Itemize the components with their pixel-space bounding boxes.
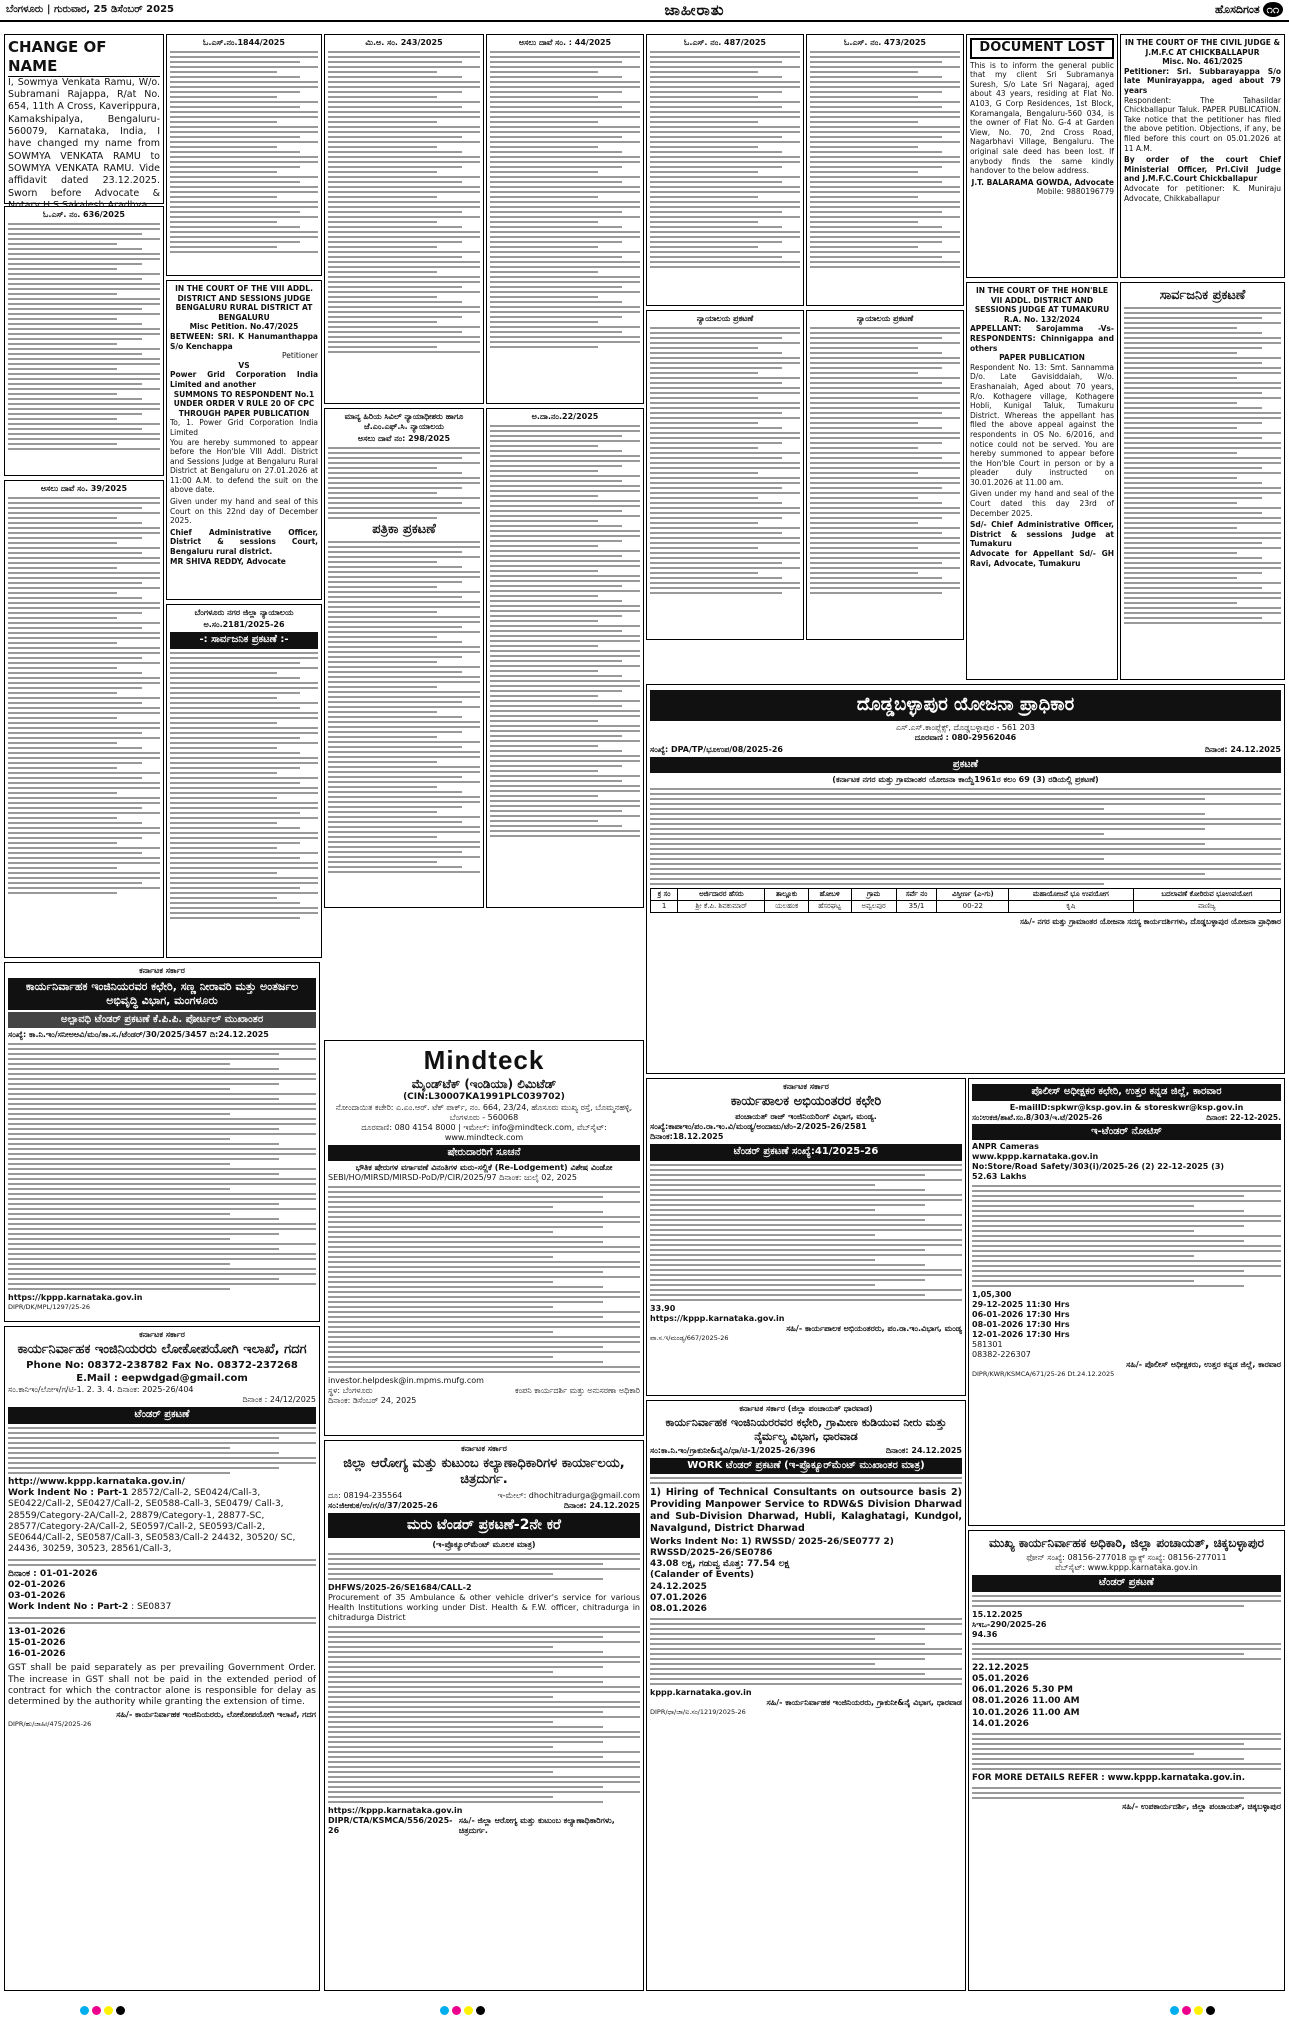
dipr-number: DIPR/KWR/KSMCA/671/25-26 Dt.24.12.2025 [972, 1370, 1115, 1379]
mindteck-ad [324, 1040, 644, 1436]
cell: ಅವ್ವಲಪುರ [851, 900, 896, 912]
notice-text [650, 51, 800, 268]
table-row [651, 900, 1281, 912]
tender-url[interactable]: http://www.kppp.karnataka.gov.in/ [8, 1476, 185, 1487]
work-indent-label: Work Indent No : Part-1 [8, 1488, 129, 1498]
notice-body: Respondent: The Tahasildar Chickballapur Taluk. PAPER PUBLICATION. Take notice that the petitioner has filed the above petition. Objections, if any, be filed before this court on 05.01.2026 at 11 A.M. [1124, 95, 1281, 153]
company-name: ಮೈಂಡ್‌ಟೆಕ್ (ಇಂಡಿಯಾ) ಲಿಮಿಟೆಡ್ [411, 1076, 557, 1091]
petitioner: Petitioner: Sri. Subbarayappa S/o late Munirayappa, aged about 79 years [1124, 66, 1281, 95]
date-1: 24.12.2025 [650, 1581, 707, 1592]
tender-band: ಟೆಂಡರ್ ಪ್ರಕಟಣೆ [8, 1407, 316, 1424]
notice-text [490, 51, 640, 348]
tender-subtitle: (ಇ-ಪ್ರೊಕ್ಯೂರ್‌ಮೆಂಟ್ ಮೂಲಕ ಮಾತ್ರ) [432, 1540, 536, 1549]
company-address: ನೋಂದಾಯಿತ ಕಚೇರಿ: ಎ.ಎಂ.ಆರ್. ಟೆಕ್ ಪಾರ್ಕ್, ನಂ. 664, 23/24, ಹೊಸೂರು ಮುಖ್ಯ ರಸ್ತೆ, ಬೊಮ್ಮನಹಳ್ಳಿ, ಬೆಂಗಳೂರು - 560068 [335, 1102, 633, 1122]
case-number: ಅಸಲು ದಾವೆ ನಂ: 298/2025 [357, 434, 451, 443]
reference-date: ದಿನಾಂಕ:18.12.2025 [650, 1132, 724, 1142]
signer: ಕಂಪನಿ ಕಾರ್ಯದರ್ಶಿ ಮತ್ತು ಅನುಸರಣಾ ಅಧಿಕಾರಿ [515, 1386, 640, 1396]
tender-band: ಮರು ಟೆಂಡರ್ ಪ್ರಕಟಣೆ-2ನೇ ಕರೆ [328, 1513, 640, 1539]
tender-amount: 43.08 ಲಕ್ಷ, ಗಡುವ್ವ ಮೊತ್ತ: 77.54 ಲಕ್ಷ [650, 1559, 790, 1569]
case-number: ಓ.ಎಸ್. ನಂ. 636/2025 [43, 210, 125, 219]
masthead-title: ಜಾಹೀರಾತು [664, 0, 725, 19]
between: BETWEEN: SRI. K Hanumanthappa S/o Kenchappa [170, 331, 318, 351]
company-cin: (CIN:L30007KA1991PLC039702) [403, 1091, 565, 1102]
registration-marks-center [440, 2006, 485, 2015]
parties: APPELLANT: Sarojamma -Vs- RESPONDENTS: Chinnigappa and others [970, 324, 1114, 353]
tender-url[interactable]: https://kppp.karnataka.gov.in [328, 1806, 463, 1815]
court-title: IN THE COURT OF THE HON'BLE VII ADDL. DISTRICT AND SESSIONS JUDGE AT TUMAKURU [974, 286, 1110, 315]
date-5: 10.01.2026 11.00 AM [972, 1707, 1080, 1718]
work-indent-label: Work Indent No : Part-2 [8, 1602, 129, 1613]
notice-body: Respondent No. 13: Smt. Sannamma D/o. Late Gavisiddaiah, W/o. Erashanaiah, Aged about 70 years, R/o. Kothagere village, Kothagere Hobli, Kunigal Taluk, Tumakuru District. Whereas the appellant has filed the above appeal against the respondents in OS No. 6/2016, and notice could not be served. You are hereby summoned to appear before the Hon'ble Court in person or by a pleader duly instructed on 30.01.2026 at 11.00 am. [970, 362, 1114, 487]
versus: VS [238, 360, 250, 370]
office-subtitle: ಪಂಚಾಯತ್ ರಾಜ್ ಇಂಜಿನಿಯರಿಂಗ್ ವಿಭಾಗ, ಮಂಡ್ಯ. [735, 1112, 877, 1122]
court-notice-44 [486, 34, 644, 404]
date-3: 08.01.2026 [650, 1604, 707, 1614]
dipr-number: DIPR/DK/MPL/1297/25-26 [8, 1303, 90, 1311]
work-indent-part1 [8, 1488, 316, 1556]
tender-url[interactable]: https://kppp.karnataka.gov.in [8, 1293, 143, 1302]
notice-band: ಷೇರುದಾರರಿಗೆ ಸೂಚನೆ [328, 1145, 640, 1162]
case-number: ಓ.ಎಸ್. ನಂ. 487/2025 [684, 38, 766, 47]
notice-text [650, 1477, 962, 1484]
cell: 1 [651, 900, 678, 912]
officer: Sd/- Chief Administrative Officer, District & sessions Judge at Tumakuru [970, 520, 1114, 549]
public-notice-heading: ಸಾರ್ವಜನಿಕ ಪ್ರಕಟಣೆ [1159, 288, 1246, 303]
change-of-name-body: I, Sowmya Venkata Ramu, W/o. Subramani Rajappa, R/at No. 654, 11th A Cross, Kaverippura, Kamakshipalya, Bengaluru-560079, Karnataka, India, I have changed my name from SOWMYA VENKATA RAMU to SOWMYA VENKATA RAMU. Vide affidavit dated 23.12.2025. Sworn before Advocate & [8, 76, 160, 199]
authority-address: ಎಸ್.ಎಸ್.ಕಾಂಪ್ಲೆಕ್ಸ್, ದೊಡ್ಡಬಳ್ಳಾಪುರ - 561 203 [896, 722, 1035, 732]
authority-title: ದೊಡ್ಡಬಳ್ಳಾಪುರ ಯೋಜನಾ ಪ್ರಾಧಿಕಾರ [650, 690, 1281, 721]
government-label: ಕರ್ನಾಟಕ ಸರ್ಕಾರ (ಜಿಲ್ಲಾ ಪಂಚಾಯತ್ ಧಾರವಾಡ) [739, 1404, 873, 1413]
office-title: ಮುಖ್ಯ ಕಾರ್ಯನಿರ್ವಾಹಕ ಅಧಿಕಾರಿ, ಜಿಲ್ಲಾ ಪಂಚಾಯತ್, ಚಿಕ್ಕಬಳ್ಳಾಪುರ [989, 1536, 1264, 1550]
helpdesk-email[interactable]: investor.helpdesk@in.mpms.mufg.com [328, 1376, 484, 1386]
mandya-tender-ad [646, 1078, 966, 1396]
notice-text [328, 541, 480, 873]
col-header: ಸರ್ವೆ ನಂ [896, 889, 937, 901]
cameras: ANPR Cameras [972, 1142, 1039, 1152]
court-notice-243 [324, 34, 484, 404]
court-name: ಬೆಂಗಳೂರು ನಗರ ಜಿಲ್ಲಾ ನ್ಯಾಯಾಲಯ [194, 608, 294, 617]
reference-number: ಸಂಖ್ಯೆ: DPA/TP/ಭೂಉಪ/08/2025-26 [650, 744, 783, 754]
gst-note: GST shall be paid separately as per prevailing Government Order. The increase in GST shall not be paid in the extended period of contract for which the contractor alone is responsible for delay as determined by the authority while granting the extension of time. [8, 1663, 316, 1707]
cell: 35/1 [896, 900, 937, 912]
office-title: ಜಿಲ್ಲಾ ಆರೋಗ್ಯ ಮತ್ತು ಕುಟುಂಬ ಕಲ್ಯಾಣಾಧಿಕಾರಿಗಳ ಕಾರ್ಯಾಲಯ, ಚಿತ್ರದುರ್ಗ. [343, 1456, 625, 1488]
tender-band: ಅಲ್ಪಾವಧಿ ಟೆಂಡರ್ ಪ್ರಕಟಣೆ ಕೆ.ಪಿ.ಪಿ. ಪೋರ್ಟಲ್ ಮುಖಾಂತರ [8, 1012, 316, 1029]
dipr-number: DIPR/ಧಾ/ಜಾ/ಐ.ಸಂ/1219/2025-26 [650, 1708, 746, 1717]
closing: By order of the court Chief Ministerial Officer, Prl.Civil Judge and J.M.F.C.Court Chickballapur [1124, 155, 1281, 184]
notice-text [8, 1427, 316, 1474]
court-notice-1844 [166, 34, 322, 276]
case-number: ಅ.ಸಂ.2181/2025-26 [203, 620, 285, 629]
notice-text [650, 788, 1281, 885]
notice-text [972, 1595, 1281, 1607]
cell: ಕೃಷಿ [1009, 900, 1133, 912]
signature: ಸಹಿ/- ಕಾರ್ಯಪಾಲಕ ಅಭಿಯಂತರರು, ಪಂ.ರಾ.ಇಂ.ವಿಭಾಗ, ಮಂಡ್ಯ [786, 1323, 962, 1333]
col-header: ಕ್ರ ಸಂ [651, 889, 678, 901]
notice-text [328, 447, 480, 519]
land-use-table [650, 888, 1281, 913]
cell: ಶ್ರೀ ಕೆ.ಪಿ. ಶಿವಕುಮಾರ್ [678, 900, 765, 912]
government-label: ಕರ್ನಾಟಕ ಸರ್ಕಾರ [783, 1082, 829, 1091]
cyan-dot [80, 2006, 89, 2015]
notice-text [170, 51, 318, 253]
black-dot [1206, 2006, 1215, 2015]
tender-amount: 52.63 Lakhs [972, 1172, 1027, 1182]
court-notice-487 [646, 34, 804, 306]
calendar-of-events: (Calander of Events) [650, 1570, 755, 1581]
karwar-police-tender-ad [968, 1078, 1285, 1526]
notice-text [972, 1787, 1281, 1799]
notice-text [972, 1733, 1281, 1770]
court-name: ಮಾನ್ಯ ಹಿರಿಯ ಸಿವಿಲ್ ನ್ಯಾಯಾಧೀಶರು ಹಾಗೂ ಜೆ.ಎಂ.ಎಫ್.ಸಿ. ನ್ಯಾಯಾಲಯ [344, 412, 464, 431]
notice-text [8, 223, 160, 450]
mangaluru-tender-ad [4, 962, 320, 1322]
court-notice-636 [4, 206, 164, 476]
notice-text [8, 497, 160, 894]
notice-text [328, 1626, 640, 1803]
case-number: ಮಿ.ಅ. ಸಂ. 243/2025 [365, 38, 443, 47]
signature: ಸಹಿ/- ಪೊಲೀಸ್ ಅಧೀಕ್ಷಕರು, ಉತ್ತರ ಕನ್ನಡ ಜಿಲ್ಲೆ, ಕಾರವಾರ [1126, 1360, 1281, 1370]
phone: 08382-226307 [972, 1350, 1031, 1360]
reference-number: ಸಂ:ಕಾ.ನಿ.ಇಂ/ಗ್ರಾಕುನೀ&ನೈವಿ/ಧಾ/ಟಿ-1/2025-26/396 [650, 1445, 816, 1455]
court-notice-col6 [806, 310, 964, 640]
table-header-row [651, 889, 1281, 901]
date-6: 14.01.2026 [972, 1718, 1029, 1729]
court-notice-2181 [166, 604, 322, 958]
date-1: 29-12-2025 11:30 Hrs [972, 1300, 1070, 1310]
case-number: ಅಸಲು ದಾವೆ ಸಂ. : 44/2025 [518, 38, 612, 47]
publication-title: PAPER PUBLICATION [999, 353, 1085, 363]
date-2: 05.01.2026 [972, 1673, 1029, 1684]
cell: ಹೆಸರಘಟ್ಟ [808, 900, 851, 912]
emd-amount: 1,05,300 [972, 1290, 1012, 1300]
document-lost-ad [966, 34, 1118, 278]
date-3: 06.01.2026 5.30 PM [972, 1685, 1073, 1695]
office-title: ಕಾರ್ಯನಿರ್ವಾಹಕ ಇಂಜಿನಿಯರರವರ ಕಛೇರಿ, ಗ್ರಾಮೀಣ ಕುಡಿಯುವ ನೀರು ಮತ್ತು ನೈರ್ಮಲ್ಯ ವಿಭಾಗ, ಧಾರವಾಡ [665, 1416, 947, 1443]
office-title: ಕಾರ್ಯಪಾಲಕ ಅಭಿಯಂತರರ ಕಛೇರಿ [730, 1094, 882, 1109]
misc-number: Misc. No. 461/2025 [1162, 57, 1243, 67]
summons-to: To, 1. Power Grid Corporation India Limited [170, 418, 318, 437]
registration-marks-left [80, 2006, 125, 2015]
government-label: ಕರ್ನಾಟಕ ಸರ್ಕಾರ [139, 966, 185, 975]
signature: ಸಹಿ/- ಕಾರ್ಯನಿರ್ವಾಹಕ ಇಂಜಿನಿಯರರು, ಲೋಕೋಪಯೋಗಿ ಇಲಾಖೆ, ಗದಗ [116, 1710, 316, 1720]
office-title: ಕಾರ್ಯನಿರ್ವಾಹಕ ಇಂಜಿನಿಯರರು ಲೋಕೋಪಯೋಗಿ ಇಲಾಖೆ, ಗದಗ [17, 1342, 307, 1357]
signature: ಸಹಿ/- ಜಿಲ್ಲಾ ಆರೋಗ್ಯ ಮತ್ತು ಕುಟುಂಬ ಕಲ್ಯಾಣಾಧಿಕಾರಿಗಳು, ಚಿತ್ರದುರ್ಗ. [458, 1816, 615, 1835]
court-name: ನ್ಯಾಯಾಲಯ ಪ್ರಕಟಣೆ [696, 314, 754, 323]
paper-notice-heading: ಪತ್ರಿಕಾ ಪ್ರಕಟಣೆ [372, 522, 436, 537]
petition-number: Misc Petition. No.47/2025 [189, 322, 299, 332]
tender-id: DHFWS/2025-26/SE1684/CALL-2 [328, 1583, 472, 1592]
signature: ಸಹಿ/- ಕಾರ್ಯನಿರ್ವಾಹಕ ಇಂಜಿನಿಯರರು, ಗ್ರಾಕುನೀ&ನೈ ವಿಭಾಗ, ಧಾರವಾಡ [766, 1698, 962, 1708]
advocate: Advocate for Appellant Sd/- GH Ravi, Advocate, Tumakuru [970, 549, 1114, 568]
tumakuru-court-notice [966, 282, 1118, 680]
gadag-pwd-tender-ad [4, 1326, 320, 1991]
tender-description: Procurement of 35 Ambulance & other vehicle driver's service for various Health Institutions working under Dist. Health & F.W. officer, chitradurga in chitradurga District [328, 1593, 640, 1622]
court-notice-298 [324, 408, 484, 908]
office-email[interactable]: E.Mail : eepwdgad@gmail.com [76, 1372, 248, 1384]
yellow-dot [464, 2006, 473, 2015]
government-label: ಕರ್ನಾಟಕ ಸರ್ಕಾರ [139, 1330, 185, 1339]
yellow-dot [104, 2006, 113, 2015]
cyan-dot [1170, 2006, 1179, 2015]
date-4: 08.01.2026 11.00 AM [972, 1696, 1080, 1707]
court-notice-22 [486, 408, 644, 908]
notice-text [810, 327, 960, 594]
government-label: ಕರ್ನಾಟಕ ಸರ್ಕಾರ [461, 1444, 507, 1453]
col-header: ಹೋಬಳಿ [808, 889, 851, 901]
reference-number: ಸಂ:ಉಕಜಿ/ಶಾಖೆ.ಸಂ.8/303/ಇ.ಟೆ/2025-26 [972, 1112, 1103, 1122]
work-indent-values: 28572/Call-2, SE0424/Call-3, SE0422/Call-2, SE0427/Call-2, SE0588-Call-3, SE0479/ Call-3, 28559/Category-2A/Call-2, 28879/Category-1, 28877-SC, 28577/Category-2A/Call-2, SE0597/Call-2, SE0593/Call-2, SE0644/Call-2, SE0587/Call-3, SE0583/Call-2 24432, 30520/ SC, 24436, 30259, 30523, 28561/Call-3, [8, 1488, 296, 1555]
change-of-name-ad [4, 34, 164, 204]
reference-date: 15.12.2025 [972, 1609, 1023, 1619]
tender-amount: 33.90 [650, 1303, 676, 1313]
officer: Chief Administrative Officer, District & sessions Court, Bengaluru rural district. [170, 527, 318, 557]
authority-phone: ದೂರವಾಣಿ : 080-29562046 [914, 732, 1017, 742]
ra-number: R.A. No. 132/2024 [1003, 314, 1081, 324]
notice-text [650, 1618, 962, 1685]
dipr-number: DIPR/CTA/KSMCA/556/2025-26 [328, 1816, 453, 1835]
tender-number: ಸಂಖ್ಯೆ: ಕಾ.ನಿ.ಇಂ/ಸನೀಅಅವಿ/ಮಂ/ತಾ.ಸ./ಟೆಂಡರ್/30/2025/3457 ದಿ:24.12.2025 [8, 1030, 269, 1039]
notice-text [650, 1164, 962, 1301]
document-lost-mobile: Mobile: 9880196779 [1036, 187, 1114, 197]
reference-number: ಸಿಇಒ-290/2025-26 [972, 1619, 1047, 1629]
court-title: IN THE COURT OF THE VIII ADDL. DISTRICT AND SESSIONS JUDGE BENGALURU RURAL DISTRICT AT BENGALURU [175, 284, 313, 322]
reference-date: ದಿನಾಂಕ : 24/12/2025 [242, 1395, 316, 1405]
tender-url[interactable]: https://kppp.karnataka.gov.in [650, 1313, 785, 1323]
summons-closing: Given under my hand and seal of this Court on this 22nd day of December 2025. [170, 497, 318, 526]
magenta-dot [1182, 2006, 1191, 2015]
work-indent-part2 [8, 1602, 316, 1613]
date-4: 13-01-2026 [8, 1626, 66, 1637]
notice-text [170, 652, 318, 919]
pin-code: 581301 [972, 1340, 1003, 1350]
date-5: 15-01-2026 [8, 1637, 66, 1648]
tender-description: 1) Hiring of Technical Consultants on outsource basis 2) Providing Manpower Service to RDW&S Division Dharwad and Sub-Division Dharwad, Hubli, Kalaghatagi, Kundgol, Navalgund, District Dharwad [650, 1487, 962, 1534]
respondent: Power Grid Corporation India Limited and another [170, 370, 318, 389]
date-3: 08-01-2026 17:30 Hrs [972, 1320, 1070, 1330]
tender-number: No:Store/Road Safety/303(i)/2025-26 (2) 22-12-2025 (3) [972, 1162, 1225, 1172]
office-phone: Phone No: 08372-238782 Fax No. 08372-237268 [26, 1360, 298, 1372]
advocate: MR SHIVA REDDY, Advocate [170, 556, 286, 566]
col-header: ಬದಲಾವಣೆ ಕೋರಿರುವ ಭೂಉಪಯೋಗ [1133, 889, 1280, 901]
reference-date: ದಿನಾಂಕ: 24.12.2025 [885, 1445, 962, 1455]
chitradurga-tender-ad [324, 1440, 644, 1991]
notice-text [650, 327, 800, 594]
office-phone: ದೂ: 08194-235564 [328, 1490, 403, 1500]
tender-band: ಟೆಂಡರ್ ಪ್ರಕಟಣೆ [972, 1575, 1281, 1592]
black-dot [116, 2006, 125, 2015]
chikkaballapur-zp-tender-ad [968, 1530, 1285, 1991]
advocate: Advocate for petitioner: K. Muniraju Advocate, Chikkaballapur [1124, 183, 1281, 203]
reference-date: ದಿನಾಂಕ: 24.12.2025 [1204, 744, 1281, 754]
document-lost-advocate: J.T. BALARAMA GOWDA, Advocate [971, 177, 1114, 187]
date-4: 12-01-2026 17:30 Hrs [972, 1330, 1070, 1340]
office-title: ಕಾರ್ಯನಿರ್ವಾಹಕ ಇಂಜಿನಿಯರವರ ಕಛೇರಿ, ಸಣ್ಣ ನೀರಾವರಿ ಮತ್ತು ಅಂತರ್ಜಲ ಅಭಿವೃದ್ಧಿ ವಿಭಾಗ, ಮಂಗಳೂರು [8, 978, 316, 1010]
work-indent-values: : SE0837 [131, 1602, 172, 1613]
summons-title: SUMMONS TO RESPONDENT No.1 UNDER ORDER V RULE 20 OF CPC THROUGH PAPER PUBLICATION [173, 389, 315, 418]
reference-number: ಸಂಖ್ಯೆ:ಕಾಪಾಇಂ/ಪಂ.ರಾ.ಇಂ.ವಿ/ಮಂಡ್ಯ/ಅಂದಾಜು/ಟೆಂ-2/2025-26/2581 [650, 1122, 867, 1132]
magenta-dot [452, 2006, 461, 2015]
signature: ಸಹಿ/- ನಗರ ಮತ್ತು ಗ್ರಾಮಾಂತರ ಯೋಜನಾ ಸದಸ್ಯ ಕಾರ್ಯದರ್ಶಿಗಳು, ದೊಡ್ಡಬಳ್ಳಾಪುರ ಯೋಜನಾ ಪ್ರಾಧಿಕಾರ [1019, 916, 1281, 926]
office-email[interactable]: ಇ-ಮೇಲ್: dhochitradurga@gmail.com [497, 1490, 640, 1500]
tender-band: ಟೆಂಡರ್ ಪ್ರಕಟಣೆ ಸಂಖ್ಯೆ:41/2025-26 [650, 1144, 962, 1161]
notice-text [972, 1643, 1281, 1660]
date-1: 22.12.2025 [972, 1662, 1029, 1673]
notice-text [1124, 307, 1281, 624]
black-dot [476, 2006, 485, 2015]
petitioner: Petitioner [282, 351, 318, 361]
court-notice-473 [806, 34, 964, 306]
signature: ಸಹಿ/- ಉಪಕಾರ್ಯದರ್ಶಿ, ಜಿಲ್ಲಾ ಪಂಚಾಯತ್, ಚಿಕ್ಕಬಳ್ಳಾಪುರ [1122, 1801, 1281, 1811]
notice-text [8, 1617, 316, 1624]
company-contact: ದೂರವಾಣಿ: 080 4154 8000 | ಇಮೇಲ್: info@mindteck.com, ವೆಬ್‌ಸೈಟ್: www.mindteck.com [361, 1122, 607, 1142]
dharwad-tender-ad [646, 1400, 966, 1991]
mindteck-logo: Mindteck [423, 1045, 545, 1075]
masthead-date: ಬೆಂಗಳೂರು | ಗುರುವಾರ, 25 ಡಿಸೆಂಬರ್ 2025 [6, 3, 174, 15]
date-3: 03-01-2026 [8, 1591, 66, 1601]
tender-band: ಇ-ಟೆಂಡರ್ ನೋಟಿಸ್ [972, 1124, 1281, 1141]
doddaballapur-planning-ad [646, 684, 1285, 1074]
court-title: IN THE COURT OF THE CIVIL JUDGE & J.M.F.C AT CHICKBALLAPUR [1125, 38, 1280, 57]
case-number: ಓ.ಎಸ್.ನಂ.1844/2025 [203, 38, 285, 47]
office-email[interactable]: E-mailID:spkwr@ksp.gov.in & storeskwr@ksp.gov.in [1009, 1102, 1244, 1112]
court-notice-col5 [646, 310, 804, 640]
notice-text [8, 1559, 316, 1566]
work-indent: Works Indent No: 1) RWSSD/ 2025-26/SE0777 2) RWSSD/2025-26/SE0786 [650, 1536, 894, 1558]
office-title: ಪೊಲೀಸ್ ಅಧೀಕ್ಷಕರ ಕಛೇರಿ, ಉತ್ತರ ಕನ್ನಡ ಜಿಲ್ಲೆ, ಕಾರವಾರ [972, 1084, 1281, 1101]
court-name: ನ್ಯಾಯಾಲಯ ಪ್ರಕಟಣೆ [856, 314, 914, 323]
tender-band: WORK ಟೆಂಡರ್ ಪ್ರಕಟಣೆ (ಇ-ಪ್ರೊಕ್ಯೂರ್‌ಮೆಂಟ್ ಮುಖಾಂತರ ಮಾತ್ರ) [650, 1458, 962, 1475]
notice-band: ಪ್ರಕಟಣೆ [650, 757, 1281, 774]
date-6: 16-01-2026 [8, 1649, 66, 1659]
date: ದಿನಾಂಕ: ಡಿಸೆಂಬರ್ 24, 2025 [328, 1396, 417, 1406]
court-notice-39 [4, 480, 164, 958]
cell: ಯಲಹಂಕ [765, 900, 808, 912]
date-1: ದಿನಾಂಕ : 01-01-2026 [8, 1568, 98, 1579]
col-header: ವಿಸ್ತೀರ್ಣ (ಎ-ಗು) [937, 889, 1009, 901]
office-website[interactable]: ವೆಬ್‌ಸೈಟ್: www.kppp.karnataka.gov.in [1055, 1563, 1198, 1572]
col-header: ತಾಲ್ಲೂಕು [765, 889, 808, 901]
reference-date: ದಿನಾಂಕ: 24.12.2025 [563, 1500, 640, 1510]
notice-text [972, 1185, 1281, 1287]
more-details[interactable]: FOR MORE DETAILS REFER : www.kppp.karnataka.gov.in. [972, 1773, 1245, 1783]
dipr-number: DIPR/ಹು/ಜಾಹೀ/475/2025-26 [8, 1720, 92, 1729]
reference-number: ಸಂ.ಕಾನಿಇಂ/ಲೋಇ/ಗ/ಟಿ-1. 2. 3. 4. ದಿನಾಂಕ: 2025-26/404 [8, 1385, 194, 1395]
notice-text [490, 425, 640, 837]
reference-number: ಸಂ:ಜಿಆಕುಕ/ಉ/ಗ/ರ/37/2025-26 [328, 1500, 438, 1510]
viii-addl-court-notice [166, 280, 322, 600]
date-2: 07.01.2026 [650, 1592, 707, 1603]
tender-url[interactable]: kppp.karnataka.gov.in [650, 1688, 752, 1698]
notice-text [328, 1186, 640, 1373]
col-header: ಅರ್ಜಿದಾರರ ಹೆಸರು [678, 889, 765, 901]
masthead-logo [1215, 3, 1283, 17]
notice-text [8, 1043, 316, 1290]
notice-text [810, 51, 960, 268]
tender-amount: 94.36 [972, 1629, 998, 1639]
cell: 00-22 [937, 900, 1009, 912]
yellow-dot [1194, 2006, 1203, 2015]
sebi-circular: SEBI/HO/MIRSD/MIRSD-PoD/P/CIR/2025/97 ದಿನಾಂಕ: ಜುಲೈ 02, 2025 [328, 1173, 577, 1183]
col-header: ಮಹಾಯೋಜನೆ ಭೂ ಉಪಯೋಗ [1009, 889, 1133, 901]
notice-subtitle: ಭೌತಿಕ ಷೇರುಗಳ ವರ್ಗಾವಣೆ ವಿನಂತಿಗಳ ಮರು-ಸಲ್ಲಿಕೆ (Re-Lodgement) ವಿಶೇಷ ವಿಂಡೋ [355, 1163, 613, 1173]
document-lost-title: DOCUMENT LOST [970, 38, 1114, 59]
date-2: 02-01-2026 [8, 1579, 66, 1590]
registration-marks-right [1170, 2006, 1215, 2015]
change-of-name-title: CHANGE OF NAME [8, 38, 160, 77]
notice-band: -: ಸಾರ್ವಜನಿಕ ಪ್ರಕಟಣೆ :- [170, 632, 318, 649]
document-lost-body: This is to inform the general public that my client Sri Subramanya Suresh, S/o Late Sri Nagaraj, aged about 43 years, residing at Flat No. A103, G Corp Residences, 1st Block, Koramangala, Bengaluru-560 034, is the owner of Flat No. G-4 at Garden View, No. 70, 2nd Cross Road, Nagarbhavi Village, Bengaluru. The original sale deed has been lost. If anybody finds the same kindly handover to the below address. [970, 60, 1114, 176]
col-header: ಗ್ರಾಮ [851, 889, 896, 901]
notice-closing: Given under my hand and seal of the Court dated this day 23rd of December 2025. [970, 489, 1114, 518]
page-number: ೧೧ [1263, 2, 1283, 17]
notice-text [328, 51, 480, 353]
magenta-dot [92, 2006, 101, 2015]
case-number: ಅ.ದಾ.ನಂ.22/2025 [531, 412, 599, 421]
summons-body: You are hereby summoned to appear before the Hon'ble VIII Addl. District and Sessions Judge at Bengaluru Rural District at Bengaluru on 27.01.2026 at 11:00 A.M. to defend the suit on the above date. [170, 437, 318, 495]
dipr-number: ವಾ.ಸ.ಇ/ಮಂಡ್ಯ/667/2025-26 [650, 1333, 729, 1342]
chikballapur-court-notice [1120, 34, 1285, 278]
notice-subtitle: (ಕರ್ನಾಟಕ ನಗರ ಮತ್ತು ಗ್ರಾಮಾಂತರ ಯೋಜನಾ ಕಾಯ್ದೆ1961ರ ಕಲಂ 69 (3) ರಡಿಯಲ್ಲಿ ಪ್ರಕಟಣೆ) [832, 775, 1099, 784]
case-number: ಅಸಲು ದಾವೆ ಸಂ. 39/2025 [40, 484, 128, 493]
logo-text: ಹೊಸದಿಗಂತ [1214, 3, 1260, 17]
case-number: ಓ.ಎಸ್. ನಂ. 473/2025 [844, 38, 926, 47]
cell: ವಾಣಿಜ್ಯ [1133, 900, 1280, 912]
cyan-dot [440, 2006, 449, 2015]
tender-url[interactable]: www.kppp.karnataka.gov.in [972, 1152, 1099, 1162]
place: ಸ್ಥಳ: ಬೆಂಗಳೂರು [328, 1386, 373, 1396]
office-phone: ಫೋನ್ ಸಂಖ್ಯೆ: 08156-277018 ಫ್ಯಾಕ್ಸ್ ಸಂಖ್ಯೆ: 08156-277011 [1026, 1553, 1227, 1562]
notice-text [328, 1553, 640, 1580]
reference-date: ದಿನಾಂಕ: 22-12-2025. [1206, 1112, 1281, 1122]
public-notice-col8 [1120, 282, 1285, 680]
masthead [0, 0, 1289, 22]
date-2: 06-01-2026 17:30 Hrs [972, 1310, 1070, 1320]
